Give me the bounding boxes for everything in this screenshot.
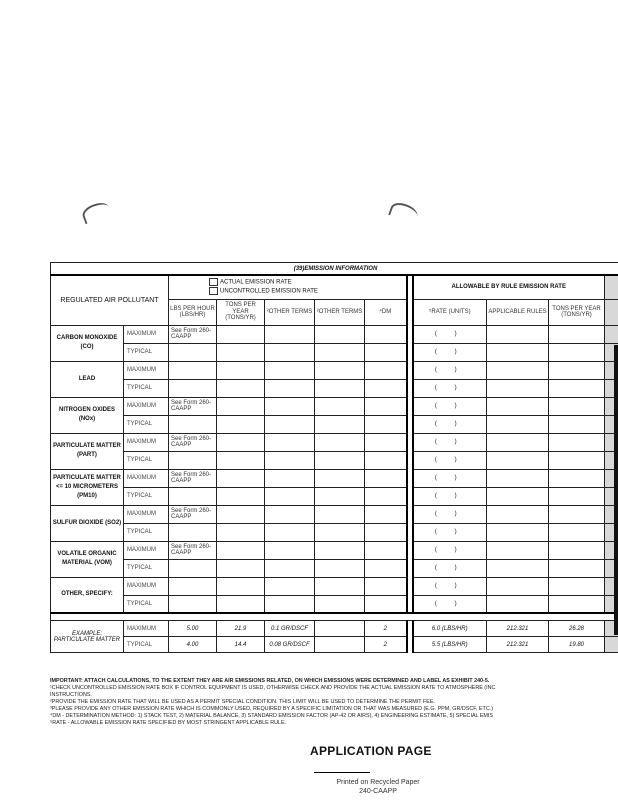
pollutant-row (51, 415, 618, 433)
allow-tons-cell[interactable] (549, 343, 605, 361)
checkbox-group (169, 275, 407, 299)
other-terms-cell[interactable] (265, 433, 315, 451)
section-title: (39)EMISSION INFORMATION (51, 263, 618, 276)
other-terms-cell[interactable] (265, 559, 315, 577)
lbs-hr-cell[interactable]: See Form 260-CAAPP (169, 505, 217, 523)
header-tons-yr: TONS PER YEAR (TONS/YR) (217, 299, 265, 325)
other-terms-cell-2[interactable] (315, 559, 365, 577)
other-terms-cell[interactable] (265, 415, 315, 433)
rate-units-cell[interactable]: ( ) (413, 595, 487, 613)
dm-cell[interactable] (365, 577, 407, 595)
example-typ-lbs: 4.00 (169, 637, 217, 653)
page-footer (310, 742, 490, 796)
applicable-rules-cell[interactable] (487, 523, 549, 541)
dm-cell[interactable] (365, 415, 407, 433)
dm-cell[interactable] (365, 487, 407, 505)
dm-cell[interactable] (365, 433, 407, 451)
tons-yr-cell[interactable] (217, 451, 265, 469)
dm-cell[interactable] (365, 469, 407, 487)
row-type-label: MAXIMUM (124, 325, 169, 343)
example-max-lbs: 5.00 (169, 621, 217, 637)
rate-units-cell[interactable]: ( ) (413, 487, 487, 505)
checkbox-uncontrolled[interactable] (209, 287, 218, 295)
applicable-rules-cell[interactable] (487, 541, 549, 559)
other-terms-cell[interactable] (265, 343, 315, 361)
example-typ-rate: 5.5 (LBS/HR) (413, 637, 487, 653)
checkbox-actual[interactable] (209, 278, 218, 286)
other-terms-cell-2[interactable] (315, 343, 365, 361)
example-max-rate: 6.0 (LBS/HR) (413, 621, 487, 637)
checkbox-actual-label: ACTUAL EMISSION RATE (220, 279, 292, 286)
lbs-hr-cell[interactable] (169, 487, 217, 505)
rate-units-cell[interactable]: ( ) (413, 523, 487, 541)
other-terms-cell[interactable] (265, 361, 315, 379)
rate-units-cell[interactable]: ( ) (413, 577, 487, 595)
row-type-label: TYPICAL (124, 595, 169, 613)
emission-information-form (50, 262, 618, 684)
applicable-rules-cell[interactable] (487, 451, 549, 469)
punch-hole-right (388, 200, 420, 225)
rate-units-cell[interactable]: ( ) (413, 433, 487, 451)
tons-yr-cell[interactable] (217, 397, 265, 415)
tons-yr-cell[interactable] (217, 415, 265, 433)
lbs-hr-cell[interactable] (169, 379, 217, 397)
row-type-label: TYPICAL (124, 487, 169, 505)
dm-cell[interactable] (365, 361, 407, 379)
header-pollutant: REGULATED AIR POLLUTANT (51, 275, 169, 325)
dm-cell[interactable] (365, 559, 407, 577)
checkbox-uncontrolled-label: UNCONTROLLED EMISSION RATE (220, 288, 318, 295)
other-terms-cell[interactable] (265, 325, 315, 343)
rate-units-cell[interactable]: ( ) (413, 415, 487, 433)
other-terms-cell[interactable] (265, 451, 315, 469)
row-type-label: MAXIMUM (124, 361, 169, 379)
dm-cell[interactable] (365, 397, 407, 415)
dm-cell[interactable] (365, 523, 407, 541)
applicable-rules-cell[interactable] (487, 379, 549, 397)
row-type-label: TYPICAL (124, 343, 169, 361)
lbs-hr-cell[interactable] (169, 343, 217, 361)
tons-yr-cell[interactable] (217, 523, 265, 541)
pollutant-name: LEAD (51, 361, 124, 397)
lbs-hr-cell[interactable] (169, 451, 217, 469)
other-terms-cell[interactable] (265, 469, 315, 487)
allowable-title: ALLOWABLE BY RULE EMISSION RATE (413, 275, 605, 299)
tons-yr-cell[interactable] (217, 325, 265, 343)
allow-tons-cell[interactable] (549, 577, 605, 595)
row-type-label: TYPICAL (124, 559, 169, 577)
row-type-label: TYPICAL (124, 415, 169, 433)
dm-cell[interactable] (365, 505, 407, 523)
row-type-label: MAXIMUM (124, 433, 169, 451)
applicable-rules-cell[interactable] (487, 343, 549, 361)
pollutant-row (51, 487, 618, 505)
applicable-rules-cell[interactable] (487, 469, 549, 487)
other-terms-cell-2[interactable] (315, 577, 365, 595)
lbs-hr-cell[interactable] (169, 523, 217, 541)
punch-hole-left (80, 200, 112, 225)
other-terms-cell-2[interactable] (315, 361, 365, 379)
row-type-label: MAXIMUM (124, 577, 169, 595)
allow-tons-cell[interactable] (549, 523, 605, 541)
header-other-2: ²OTHER TERMS (315, 299, 365, 325)
note-5: ⁵RATE - ALLOWABLE EMISSION RATE SPECIFIED BY MOST STRINGENT APPLICABLE RULE. (50, 720, 287, 726)
pollutant-row (51, 541, 618, 559)
tons-yr-cell[interactable] (217, 433, 265, 451)
allow-tons-cell[interactable] (549, 379, 605, 397)
rate-units-cell[interactable]: ( ) (413, 451, 487, 469)
dm-cell[interactable] (365, 541, 407, 559)
pollutant-row (51, 397, 618, 415)
other-terms-cell[interactable] (265, 379, 315, 397)
pollutant-name: NITROGEN OXIDES (NOx) (51, 397, 124, 433)
header-dm: ⁴DM (365, 299, 407, 325)
header-applicable-rules: APPLICABLE RULES (487, 299, 549, 325)
allow-tons-cell[interactable] (549, 505, 605, 523)
other-terms-cell-2[interactable] (315, 451, 365, 469)
emission-table (50, 262, 618, 653)
example-typ-other: 0.08 GR/DSCF (265, 637, 315, 653)
example-max-rule: 212.321 (487, 621, 549, 637)
applicable-rules-cell[interactable] (487, 325, 549, 343)
rate-units-cell[interactable]: ( ) (413, 379, 487, 397)
applicable-rules-cell[interactable] (487, 433, 549, 451)
example-typ-dm: 2 (365, 637, 407, 653)
tons-yr-cell[interactable] (217, 595, 265, 613)
pollutant-name: OTHER, SPECIFY: (51, 577, 124, 613)
tons-yr-cell[interactable] (217, 343, 265, 361)
lbs-hr-cell[interactable]: See Form 260-CAAPP (169, 541, 217, 559)
pollutant-name: VOLATILE ORGANIC MATERIAL (VOM) (51, 541, 124, 577)
row-type-label: MAXIMUM (124, 397, 169, 415)
row-type-label: MAXIMUM (124, 469, 169, 487)
lbs-hr-cell[interactable] (169, 415, 217, 433)
row-type-label: MAXIMUM (124, 541, 169, 559)
other-terms-cell[interactable] (265, 397, 315, 415)
rate-units-cell[interactable]: ( ) (413, 541, 487, 559)
pollutant-row (51, 433, 618, 451)
allow-tons-cell[interactable] (549, 325, 605, 343)
lbs-hr-cell[interactable] (169, 361, 217, 379)
allow-tons-cell[interactable] (549, 415, 605, 433)
dm-cell[interactable] (365, 451, 407, 469)
application-page-title: APPLICATION PAGE (310, 744, 432, 758)
other-terms-cell[interactable] (265, 577, 315, 595)
other-terms-cell-2[interactable] (315, 487, 365, 505)
page-number-field[interactable] (314, 772, 370, 773)
note-important: IMPORTANT: ATTACH CALCULATIONS, TO THE EXTENT THEY ARE AIR EMISSIONS RELATED, ON WHICH EMISSIONS WERE DETERMINED AND LABEL AS EXHIBIT 240-5. (50, 678, 490, 684)
allow-tons-cell[interactable] (549, 451, 605, 469)
pollutant-row (51, 325, 618, 343)
dm-cell[interactable] (365, 325, 407, 343)
header-rate-units: ⁵RATE (UNITS) (413, 299, 487, 325)
footnotes (50, 678, 618, 727)
dm-cell[interactable] (365, 595, 407, 613)
tons-yr-cell[interactable] (217, 541, 265, 559)
rate-units-cell[interactable]: ( ) (413, 505, 487, 523)
rate-units-cell[interactable]: ( ) (413, 559, 487, 577)
tons-yr-cell[interactable] (217, 487, 265, 505)
right-edge-bar (614, 345, 618, 635)
row-type-label: MAXIMUM (124, 505, 169, 523)
allow-tons-cell[interactable] (549, 595, 605, 613)
lbs-hr-cell[interactable]: See Form 260-CAAPP (169, 469, 217, 487)
applicable-rules-cell[interactable] (487, 397, 549, 415)
example-typ-rule: 212.321 (487, 637, 549, 653)
other-terms-cell-2[interactable] (315, 379, 365, 397)
lbs-hr-cell[interactable]: See Form 260-CAAPP (169, 397, 217, 415)
example-typ-label: TYPICAL (124, 637, 169, 653)
header-allow-tons: TONS PER YEAR (TONS/YR) (549, 299, 605, 325)
tons-yr-cell[interactable] (217, 505, 265, 523)
pollutant-row (51, 505, 618, 523)
form-number: 240-CAAPP (359, 788, 397, 795)
rate-units-cell[interactable]: ( ) (413, 343, 487, 361)
tons-yr-cell[interactable] (217, 469, 265, 487)
example-max-other: 0.1 GR/DSCF (265, 621, 315, 637)
row-type-label: TYPICAL (124, 451, 169, 469)
allow-tons-cell[interactable] (549, 541, 605, 559)
lbs-hr-cell[interactable] (169, 595, 217, 613)
pollutant-name: PARTICULATE MATTER <= 10 MICROMETERS (PM10) (51, 469, 124, 505)
pollutant-name: CARBON MONOXIDE (CO) (51, 325, 124, 361)
other-terms-cell-2[interactable] (315, 433, 365, 451)
header-lbs-hr: LBS PER HOUR (LBS/HR) (169, 299, 217, 325)
other-terms-cell-2[interactable] (315, 505, 365, 523)
pollutant-name: SULFUR DIOXIDE (SO2) (51, 505, 124, 541)
note-1: ¹CHECK UNCONTROLLED EMISSION RATE BOX IF CONTROL EQUIPMENT IS USED, OTHERWISE CHECK AND PROVIDE THE ACTUAL EMISSION RATE TO ATMOSPHERE (INC (50, 685, 496, 691)
other-terms-cell-2[interactable] (315, 523, 365, 541)
example-typ-tons: 14.4 (217, 637, 265, 653)
other-terms-cell-2[interactable] (315, 595, 365, 613)
applicable-rules-cell[interactable] (487, 361, 549, 379)
other-terms-cell-2[interactable] (315, 415, 365, 433)
pollutant-row (51, 469, 618, 487)
tons-yr-cell[interactable] (217, 559, 265, 577)
rate-units-cell[interactable]: ( ) (413, 469, 487, 487)
other-terms-cell[interactable] (265, 523, 315, 541)
other-terms-cell[interactable] (265, 505, 315, 523)
allow-tons-cell[interactable] (549, 469, 605, 487)
pollutant-row (51, 523, 618, 541)
applicable-rules-cell[interactable] (487, 505, 549, 523)
allow-tons-cell[interactable] (549, 559, 605, 577)
pollutant-rows (51, 325, 618, 613)
example-max-tons-allow: 26.28 (549, 621, 605, 637)
lbs-hr-cell[interactable]: See Form 260-CAAPP (169, 325, 217, 343)
other-terms-cell-2[interactable] (315, 325, 365, 343)
margin-cell (605, 325, 618, 343)
rate-units-cell[interactable]: ( ) (413, 325, 487, 343)
header-other-1: ²OTHER TERMS (265, 299, 315, 325)
pollutant-row (51, 379, 618, 397)
other-terms-cell-2[interactable] (315, 541, 365, 559)
rate-units-cell[interactable]: ( ) (413, 397, 487, 415)
other-terms-cell-2[interactable] (315, 469, 365, 487)
note-1b: INSTRUCTIONS. (50, 692, 92, 698)
lbs-hr-cell[interactable] (169, 559, 217, 577)
allow-tons-cell[interactable] (549, 397, 605, 415)
other-terms-cell[interactable] (265, 595, 315, 613)
lbs-hr-cell[interactable]: See Form 260-CAAPP (169, 433, 217, 451)
pollutant-row (51, 595, 618, 613)
lbs-hr-cell[interactable] (169, 577, 217, 595)
allow-tons-cell[interactable] (549, 361, 605, 379)
example-typ-tons-allow: 19.80 (549, 637, 605, 653)
applicable-rules-cell[interactable] (487, 559, 549, 577)
note-2: ²PROVIDE THE EMISSION RATE THAT WILL BE USED AS A PERMIT SPECIAL CONDITION. THIS LIMIT WILL BE USED TO DETERMINE THE PERMIT FEE. (50, 699, 435, 705)
applicable-rules-cell[interactable] (487, 487, 549, 505)
rate-units-cell[interactable]: ( ) (413, 361, 487, 379)
note-3: ³PLEASE PROVIDE ANY OTHER EMISSION RATE WHICH IS COMMONLY USED, REQUIRED BY A SPECIFIC LIMITATION OR THAT WAS MEASURED (E.G. PPM, GR/DSCF, ETC.) (50, 706, 493, 712)
pollutant-row (51, 343, 618, 361)
pollutant-row (51, 451, 618, 469)
row-type-label: TYPICAL (124, 379, 169, 397)
applicable-rules-cell[interactable] (487, 415, 549, 433)
other-terms-cell[interactable] (265, 541, 315, 559)
printed-on-recycled: Printed on Recycled Paper (336, 779, 420, 786)
other-terms-cell-2[interactable] (315, 397, 365, 415)
tons-yr-cell[interactable] (217, 361, 265, 379)
note-4: ⁴DM - DETERMINATION METHOD: 1) STACK TEST, 2) MATERIAL BALANCE, 3) STANDARD EMISSION FACTOR (AP-42 OR AIRS), 4) ENGINEERING ESTIMATE, 5) SPECIAL EMIS (50, 713, 494, 719)
pollutant-row (51, 361, 618, 379)
tons-yr-cell[interactable] (217, 379, 265, 397)
dm-cell[interactable] (365, 379, 407, 397)
example-row-max (51, 621, 618, 637)
pollutant-row (51, 577, 618, 595)
example-row-typ (51, 637, 618, 653)
example-max-label: MAXIMUM (124, 621, 169, 637)
applicable-rules-cell[interactable] (487, 577, 549, 595)
example-max-tons: 21.9 (217, 621, 265, 637)
dm-cell[interactable] (365, 343, 407, 361)
example-max-dm: 2 (365, 621, 407, 637)
pollutant-row (51, 559, 618, 577)
pollutant-name: PARTICULATE MATTER (PART) (51, 433, 124, 469)
tons-yr-cell[interactable] (217, 577, 265, 595)
applicable-rules-cell[interactable] (487, 595, 549, 613)
example-label: EXAMPLE: PARTICULATE MATTER (51, 621, 124, 653)
allow-tons-cell[interactable] (549, 487, 605, 505)
row-type-label: TYPICAL (124, 523, 169, 541)
other-terms-cell[interactable] (265, 487, 315, 505)
allow-tons-cell[interactable] (549, 433, 605, 451)
